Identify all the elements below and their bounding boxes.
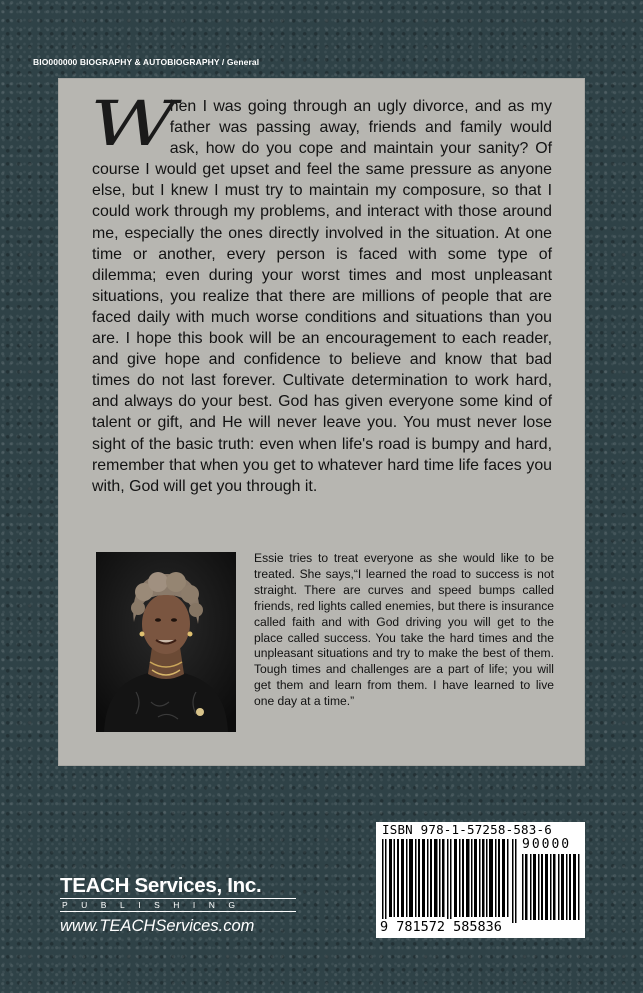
- publisher-tagline: PUBLISHING: [60, 898, 296, 912]
- publisher-website[interactable]: www.TEACHServices.com: [60, 917, 255, 935]
- ean-digits: 9 781572 585836: [380, 919, 502, 935]
- isbn-label: ISBN 978-1-57258-583-6: [382, 822, 552, 837]
- category-label: BIO000000 BIOGRAPHY & AUTOBIOGRAPHY / General: [33, 57, 260, 67]
- barcode-block: [376, 822, 585, 938]
- main-blurb-body: hen I was going through an ugly divorce, and as my father was passing away, friends and family would ask, how do you cope and maintain your sanity? Of course I would get upset and feel the same pressure as anyone else, but I knew I must try to maintain my composure, so that I could work through my problems, and interact with those around me, especially the ones directly involved in the situation. At one time or another, every person is faced with some type of dilemma; even during your worst times and most unpleasant situations, you realize that there are millions of people that are faced daily with much worse conditions and situations than you are. I hope this book will be an encouragement to each reader, and give hope and confidence to believe and know that bad times do not last forever. Cultivate determination to work hard, and always do your best. God has given everyone some kind of talent or gift, and He will never leave you. You must never lose sight of the basic truth: even when life's road is bumpy and hard, remember that when you get to whatever hard time life faces you with, God will get you through it.: [92, 98, 552, 495]
- author-bio: Essie tries to treat everyone as she would like to be treated. She says,“I learned the road to success is not straight. There are curves and speed bumps called friends, red lights called enemies, but there is insurance called faith and with God driving you will get to the place called success. You take the hard times and the unpleasant situations and try to make the best of them. Tough times and challenges are a part of life; you will get them and learn from them. I have learned to live one day at a time.”: [254, 551, 554, 709]
- addon-barcode: [522, 854, 580, 920]
- publisher-name: TEACH Services, Inc.: [60, 874, 262, 897]
- author-photo: [96, 552, 236, 732]
- drop-cap: W: [90, 87, 166, 160]
- ean-barcode: [382, 839, 518, 923]
- addon-number: 90000: [522, 837, 572, 852]
- main-blurb: [90, 87, 552, 497]
